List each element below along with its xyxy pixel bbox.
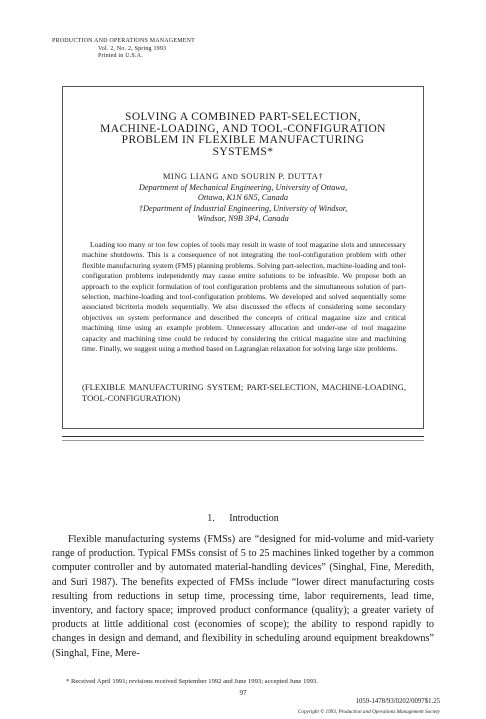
journal-name: PRODUCTION AND OPERATIONS MANAGEMENT [52, 38, 196, 44]
body-paragraph: Flexible manufacturing systems (FMSs) are “designed for mid-volume and mid-variety range of production. Typical FMSs consist of 5 to 25 machines linked together by a common computer controller and by automated material-handling devices” (Singhal, Fine, Meredith, and Suri 1987). The benefits expected of FMSs include “lower direct manufacturing costs resulting from reductions in setup time, processing time, labor requirements, lead time, inventory, and factory space; improved product conformance (quality); a greater variety of products at little additional cost (economies of scope); the ability to respond rapidly to changes in design and demand, and flexibility in scheduling around equipment breakdowns” (Singhal, Fine, Mere- [52, 534, 434, 659]
author-name: SOURIN P. DUTTA† [240, 171, 324, 181]
title-line: SOLVING A COMBINED PART-SELECTION, [125, 111, 361, 123]
page-number: 97 [239, 689, 247, 697]
affiliation-line: Department of Mechanical Engineering, University of Ottawa, [138, 183, 348, 192]
divider-rule [62, 440, 424, 441]
section-number: 1. [207, 513, 215, 524]
affiliation-line: Windsor, N9B 3P4, Canada [197, 214, 289, 224]
author-line [78, 171, 408, 181]
article-code: 1059-1478/93/0202/0097$1.25 [355, 698, 440, 705]
divider-rule [62, 436, 424, 437]
author-separator: AND [221, 173, 239, 181]
section-heading [0, 513, 486, 524]
copyright: Copyright © 1993, Production and Operations Management Society [297, 709, 440, 715]
affiliation-line: †Department of Industrial Engineering, University of Windsor, [138, 203, 348, 213]
abstract-text: Loading too many or too few copies of tools may result in waste of tool magazine slots and unnecessary machine shutdowns. This is a consequence of not integrating the tool-configuration problem with other flexible manufacturing system (FMS) planning problems. Solving part-selection, machine-loading and tool-configuration problems independently may cause entire solutions to be infeasible. We propose both an approach to the explicit formulation of tool configuration problems and the simultaneous solution of part-selection, machine-loading and tool-configuration problems. We developed and solved sequentially some associated bicriteria models sequentially. We also discussed the effects of considering some secondary objectives on system performance and described the concepts of critical magazine size and critical machining time using an example problem. Unnecessary allocation and under-use of tool magazine capacity and machining time could be reduced by considering the critical magazine size and machining time. Finally, we suggest using a method based on Lagrangian relaxation for solving large size problems. [82, 240, 406, 354]
journal-volume: Vol. 2, No. 2, Spring 1993 [98, 45, 167, 52]
author-name: MING LIANG [162, 171, 220, 181]
keywords: (FLEXIBLE MANUFACTURING SYSTEM; PART-SELECTION, MACHINE-LOADING, TOOL-CONFIGURATION) [82, 382, 406, 403]
paper-title [78, 112, 408, 158]
affiliation-line: Ottawa, K1N 6N5, Canada [197, 193, 289, 203]
title-line: SYSTEMS* [212, 145, 274, 158]
journal-header [52, 38, 195, 61]
affiliations [78, 183, 408, 225]
title-line: MACHINE-LOADING, AND TOOL-CONFIGURATION [100, 122, 386, 135]
section-title: Introduction [229, 513, 279, 524]
footnote: * Received April 1991; revisions received September 1992 and June 1993; accepted June 1993. [66, 678, 318, 685]
journal-issue: Printed in U.S.A. [98, 53, 143, 59]
title-line: PROBLEM IN FLEXIBLE MANUFACTURING [121, 134, 365, 146]
